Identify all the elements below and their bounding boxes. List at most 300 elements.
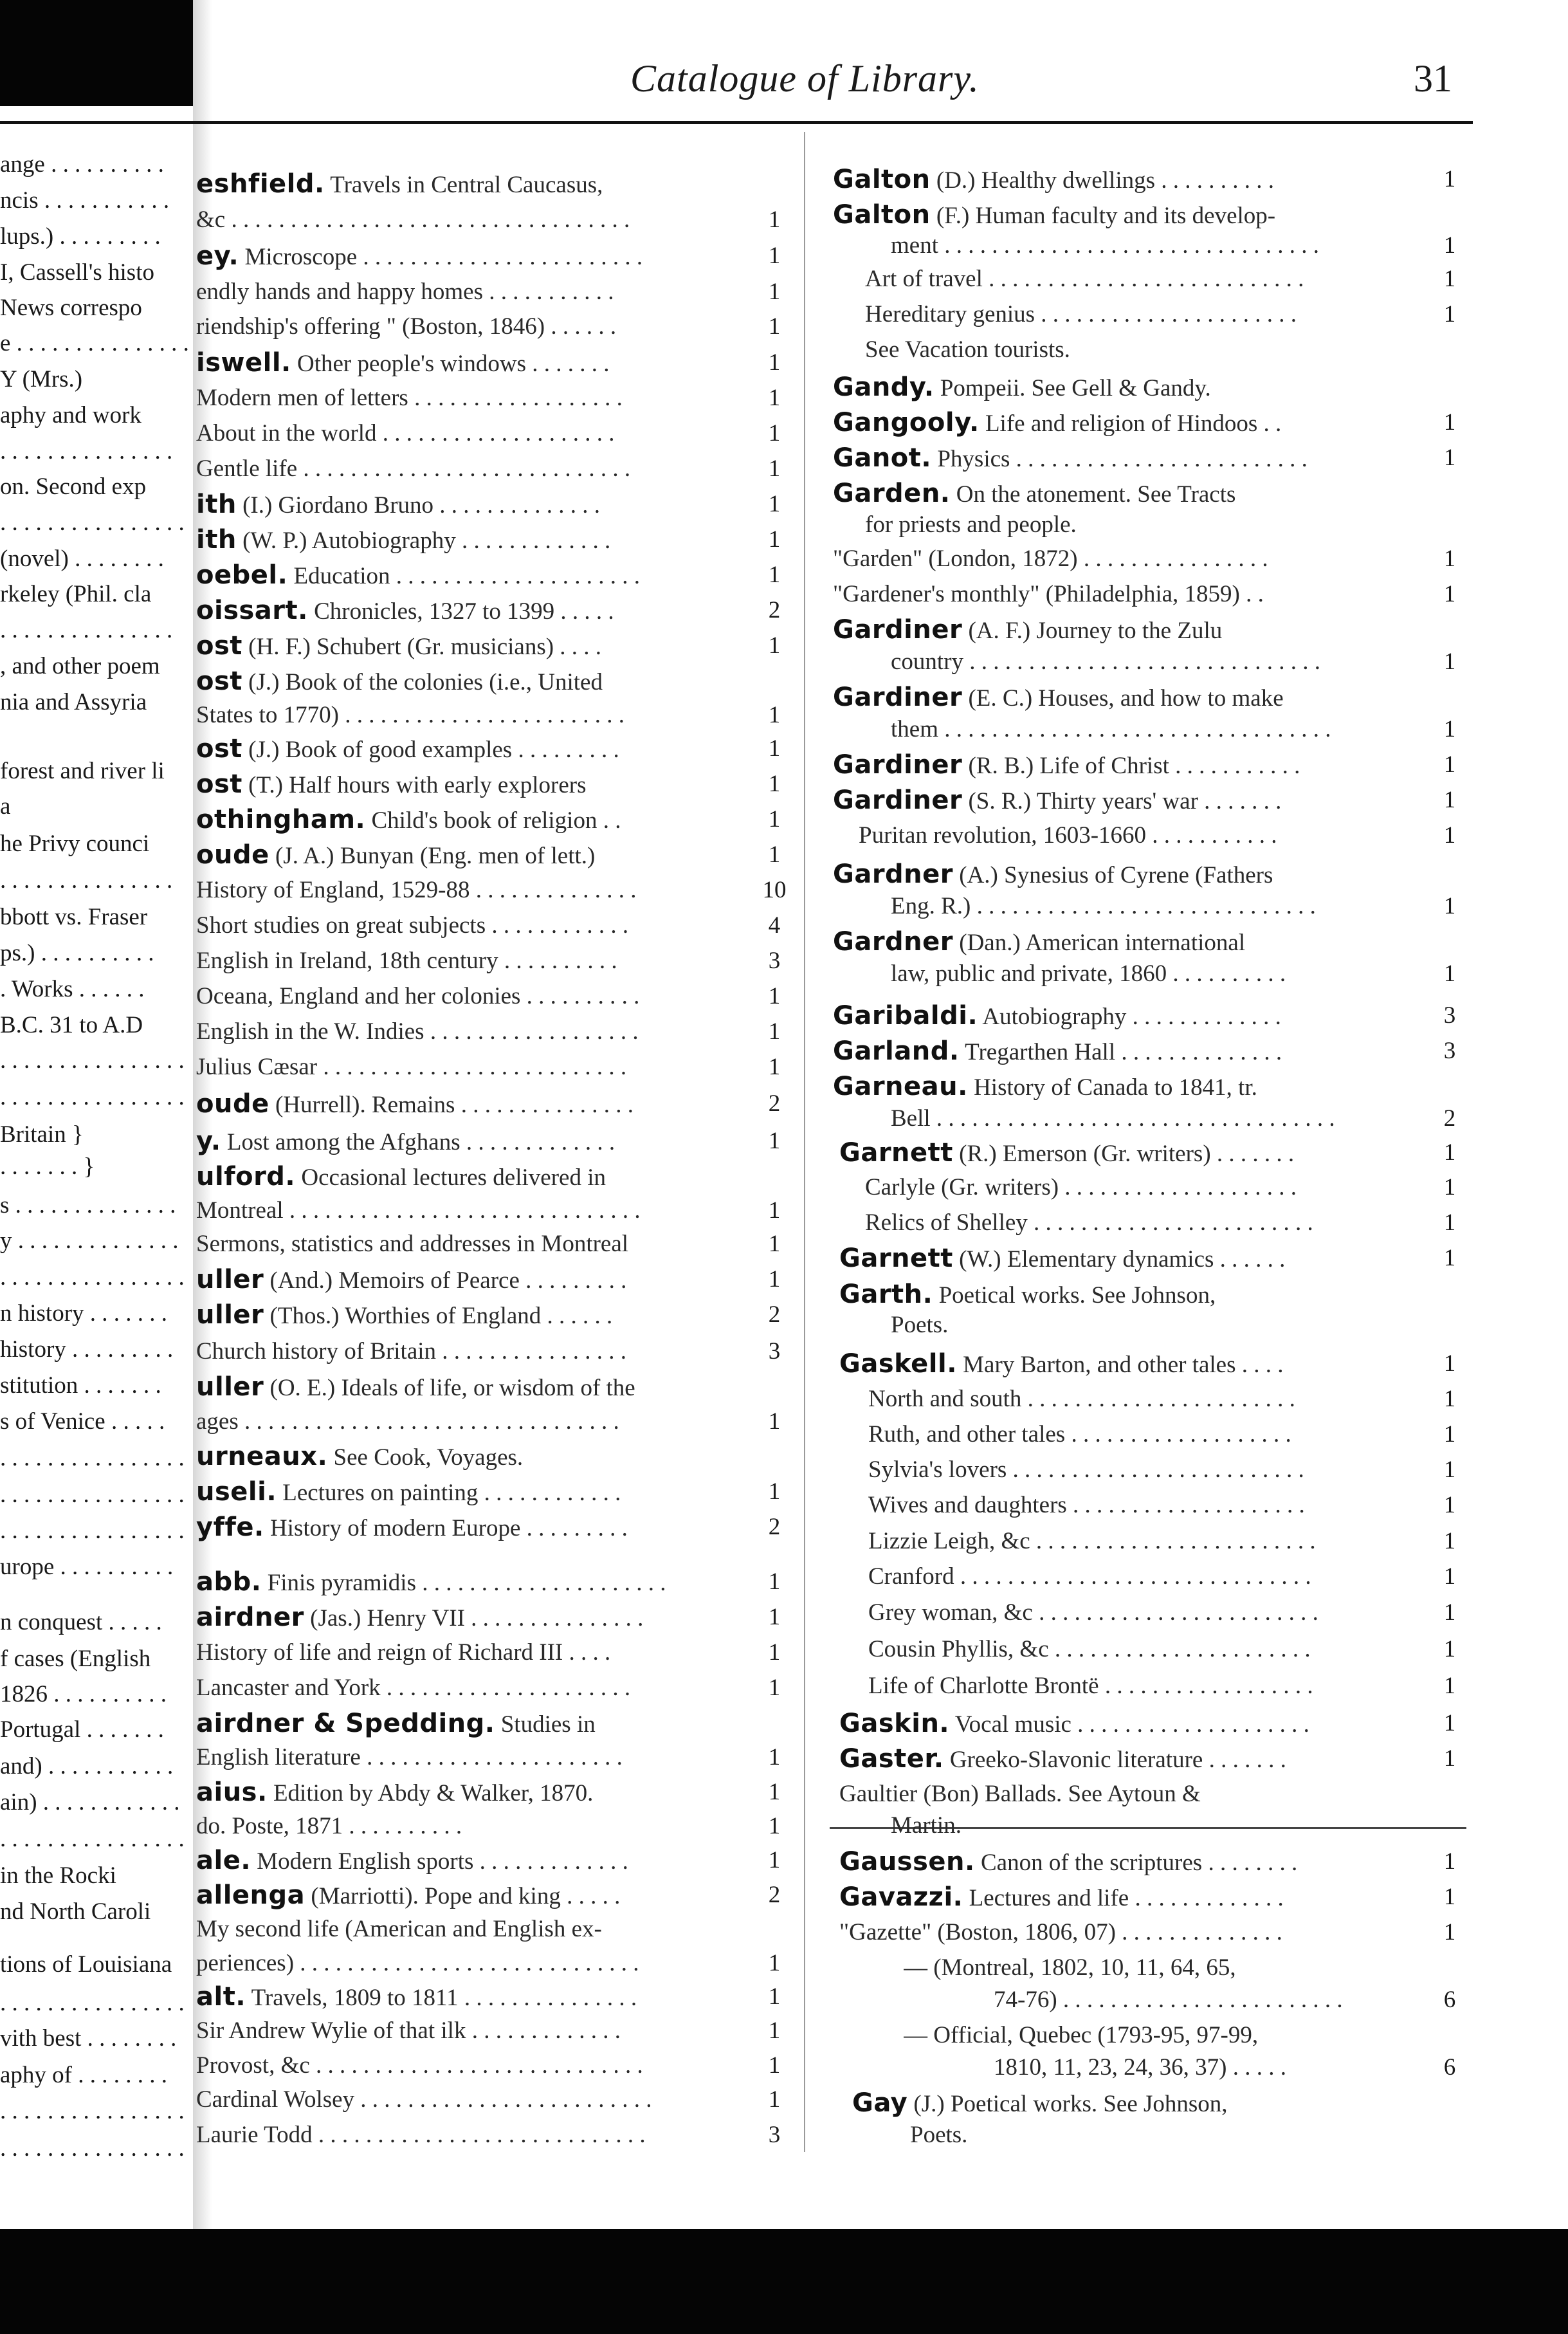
volume-count: 1 <box>768 1128 781 1154</box>
fragment-text: nia and Assyria <box>0 689 147 715</box>
catalog-entry <box>891 1810 1431 1844</box>
volume-count: 1 <box>1443 1848 1456 1875</box>
volume-count: 1 <box>768 1813 781 1839</box>
catalog-entry <box>196 2050 756 2084</box>
entry-description: (Dan.) American international <box>959 930 1246 956</box>
fragment-line <box>0 2133 193 2165</box>
entry-description: (W.) Elementary dynamics . . . . . . <box>959 1246 1286 1273</box>
catalog-entry <box>196 1880 756 1913</box>
entry-text <box>868 1526 1316 1557</box>
entry-description: Martin. <box>891 1812 962 1839</box>
entry-description: Modern men of letters . . . . . . . . . . . . . . . . . . <box>196 385 623 411</box>
volume-count: 1 <box>1443 1745 1456 1772</box>
catalog-entry <box>196 347 756 381</box>
entry-text <box>196 840 595 872</box>
fragment-text: aphy and work <box>0 402 141 428</box>
catalog-entry <box>196 1476 756 1510</box>
catalog-entry <box>196 733 756 767</box>
entry-heading: Gardner <box>833 927 954 957</box>
entry-text <box>196 2084 652 2115</box>
entry-heading: airdner & Spedding. <box>196 1709 495 1738</box>
entry-text <box>910 2120 967 2151</box>
catalog-entry <box>196 840 756 873</box>
fragment-text: . . . . . . . . . . . . . . . . <box>0 1990 185 2016</box>
fragment-line <box>0 221 193 253</box>
entry-heading: urneaux. <box>196 1442 328 1471</box>
catalog-entry <box>868 1419 1431 1453</box>
catalog-entry <box>833 614 1431 648</box>
fragment-text: B.C. 31 to A.D <box>0 1012 143 1038</box>
fragment-text: (novel) . . . . . . . . <box>0 546 164 572</box>
catalog-entry <box>904 2020 1431 2054</box>
entry-description: Wives and daughters . . . . . . . . . . . . . . . . . . . . <box>868 1492 1305 1518</box>
entry-description: Poets. <box>910 2122 968 2148</box>
fragment-line <box>0 544 193 576</box>
entry-heading: aius. <box>196 1778 268 1807</box>
volume-count: 1 <box>1443 232 1456 259</box>
volume-count: 1 <box>1443 751 1456 778</box>
entry-text <box>196 1300 612 1332</box>
entry-text <box>833 682 1284 714</box>
entry-description: (D.) Healthy dwellings . . . . . . . . . . <box>936 167 1274 194</box>
entry-text <box>839 1846 1297 1879</box>
fragment-text: urope . . . . . . . . . . <box>0 1554 174 1580</box>
catalog-entry <box>196 1300 756 1333</box>
entry-heading: othingham. <box>196 805 366 834</box>
catalog-entry <box>196 1567 756 1600</box>
fragment-line <box>0 1443 193 1475</box>
catalog-entry <box>833 407 1431 441</box>
entry-text <box>839 1137 1294 1170</box>
entry-description: English literature . . . . . . . . . . . . . . . . . . . . . . <box>196 1744 623 1770</box>
entry-text <box>196 910 628 941</box>
entry-text <box>196 804 621 836</box>
entry-text <box>839 1882 1284 1914</box>
catalog-entry <box>839 1137 1431 1171</box>
entry-description: Lancaster and York . . . . . . . . . . . . . . . . . . . . . <box>196 1675 631 1701</box>
entry-description: Lizzie Leigh, &c . . . . . . . . . . . . . . . . . . . . . . . . <box>868 1528 1316 1554</box>
volume-count: 1 <box>768 1478 781 1505</box>
catalog-entry <box>196 1981 756 2015</box>
catalog-entry <box>196 1914 756 1947</box>
volume-count: 1 <box>768 349 781 376</box>
entry-text <box>833 614 1222 647</box>
entry-text <box>833 164 1274 196</box>
catalog-entry <box>833 199 1431 233</box>
entry-text <box>868 1561 1311 1592</box>
volume-count: 1 <box>768 455 781 482</box>
header-rule <box>0 121 1473 124</box>
entry-description: Life of Charlotte Brontë . . . . . . . . . . . . . . . . . . <box>868 1673 1313 1699</box>
entry-heading: Garneau. <box>833 1072 968 1101</box>
entry-text <box>868 1384 1295 1415</box>
fragment-line <box>0 1607 193 1639</box>
fragment-line <box>0 938 193 970</box>
entry-text <box>839 1243 1285 1275</box>
entry-text <box>196 1336 626 1367</box>
volume-count: 1 <box>768 1604 781 1630</box>
entry-description: (And.) Memoirs of Pearce . . . . . . . . . <box>269 1267 627 1294</box>
entry-description: Lost among the Afghans . . . . . . . . . . . . . <box>226 1129 615 1155</box>
entry-text <box>839 1708 1309 1740</box>
entry-description: History of Canada to 1841, tr. <box>974 1074 1257 1101</box>
entry-heading: Gaster. <box>839 1744 944 1774</box>
entry-heading: Gaskin. <box>839 1709 950 1738</box>
volume-count: 1 <box>768 1779 781 1805</box>
catalog-entry <box>196 311 756 345</box>
entry-text <box>196 1811 462 1842</box>
volume-count: 1 <box>768 2086 781 2113</box>
volume-count: 1 <box>1443 409 1456 436</box>
entry-description: History of life and reign of Richard III . . . . <box>196 1639 611 1666</box>
entry-description: Travels in Central Caucasus, <box>330 172 603 198</box>
entry-heading: ost <box>196 631 242 661</box>
fragment-line <box>0 1406 193 1438</box>
catalog-entry <box>196 1637 756 1671</box>
entry-text <box>196 981 639 1012</box>
entry-description: Oceana, England and her colonies . . . . . . . . . . <box>196 983 640 1009</box>
entry-text <box>196 1406 619 1437</box>
entry-heading: ulford. <box>196 1162 296 1191</box>
volume-count: 1 <box>768 1197 781 1224</box>
fragment-line <box>0 1644 193 1676</box>
fragment-text: nd North Caroli <box>0 1898 151 1925</box>
entry-text <box>868 1634 1311 1665</box>
entry-text <box>196 383 623 414</box>
fragment-text: a <box>0 793 11 820</box>
entry-description: See Cook, Voyages. <box>333 1444 524 1471</box>
entry-text <box>865 1172 1297 1203</box>
volume-count: 1 <box>1443 1456 1456 1483</box>
fragment-text: aphy of . . . . . . . . <box>0 2062 167 2088</box>
scan-margin-dark <box>0 0 206 106</box>
entry-heading: ale. <box>196 1846 251 1875</box>
catalog-entry <box>839 1348 1431 1382</box>
entry-description: (F.) Human faculty and its develop- <box>936 203 1276 229</box>
entry-description: Lectures and life . . . . . . . . . . . . . <box>969 1885 1284 1911</box>
volume-count: 10 <box>762 877 787 903</box>
fragment-text: . . . . . . . . . . . . . . . <box>0 438 173 464</box>
entry-text <box>196 1512 628 1544</box>
entry-text <box>196 205 630 235</box>
entry-heading: Gaskell. <box>839 1349 957 1379</box>
entry-text <box>196 241 643 273</box>
catalog-entry <box>865 264 1431 297</box>
fragment-text: s of Venice . . . . . <box>0 1408 165 1435</box>
entry-description: Sir Andrew Wylie of that ilk . . . . . . . . . . . . . <box>196 2017 621 2044</box>
volume-count: 1 <box>768 771 781 797</box>
catalog-entry <box>868 1561 1431 1595</box>
fragment-line <box>0 791 193 823</box>
entry-description: Provost, &c . . . . . . . . . . . . . . . . . . . . . . . . . . . . <box>196 2052 643 2079</box>
volume-count: 1 <box>1443 1884 1456 1910</box>
entry-description: Pompeii. See Gell & Gandy. <box>940 375 1211 401</box>
entry-description: (I.) Giordano Bruno . . . . . . . . . . . . . . <box>242 492 601 519</box>
entry-text <box>833 785 1281 817</box>
entry-heading: ost <box>196 769 242 799</box>
volume-count: 1 <box>1443 716 1456 742</box>
catalog-entry <box>196 1229 756 1262</box>
entry-text <box>196 1016 639 1047</box>
entry-text <box>839 1917 1282 1948</box>
entry-description: Relics of Shelley . . . . . . . . . . . . . . . . . . . . . . . . <box>865 1209 1313 1236</box>
catalog-entry <box>196 630 756 664</box>
fragment-line <box>0 1262 193 1294</box>
entry-description: Tregarthen Hall . . . . . . . . . . . . . . <box>965 1039 1282 1065</box>
entry-heading: oissart. <box>196 596 308 625</box>
entry-text <box>833 407 1281 439</box>
entry-text <box>196 418 615 449</box>
fragment-text: . . . . . . . . . . . . . . . . <box>0 2135 185 2162</box>
catalog-entry <box>904 1953 1431 1986</box>
volume-count: 2 <box>1443 1105 1456 1132</box>
fragment-line <box>0 1010 193 1042</box>
entry-text <box>196 1476 621 1509</box>
entry-text <box>868 1455 1304 1485</box>
entry-description: Physics . . . . . . . . . . . . . . . . . . . . . . . . . <box>937 446 1308 472</box>
entry-text <box>196 2016 621 2046</box>
entry-text <box>196 1229 628 1260</box>
entry-text <box>196 1914 602 1945</box>
volume-count: 1 <box>1443 787 1456 813</box>
catalog-entry <box>196 1016 756 1050</box>
entry-text <box>891 891 1316 922</box>
catalog-entry <box>196 1948 756 1981</box>
entry-heading: oude <box>196 1089 269 1119</box>
entry-description: States to 1770) . . . . . . . . . . . . . . . . . . . . . . . . <box>196 702 624 728</box>
catalog-entry <box>196 1845 756 1879</box>
fragment-line <box>0 579 193 611</box>
fragment-line <box>0 1370 193 1402</box>
fragment-text: , and other poem <box>0 653 160 679</box>
entry-text <box>196 733 619 766</box>
catalog-entry <box>839 1882 1431 1915</box>
entry-text <box>196 1264 626 1296</box>
entry-text <box>833 926 1245 959</box>
entry-description: (W. P.) Autobiography . . . . . . . . . . . . . <box>242 528 611 554</box>
entry-text <box>196 2050 643 2081</box>
entry-text <box>196 1777 593 1809</box>
volume-count: 1 <box>1443 546 1456 572</box>
entry-description: North and south . . . . . . . . . . . . . . . . . . . . . . . <box>868 1386 1295 1412</box>
entry-description: Chronicles, 1327 to 1399 . . . . . <box>314 598 614 625</box>
volume-count: 1 <box>768 841 781 868</box>
catalog-entry <box>868 1671 1431 1704</box>
fragment-text: . . . . . . . } <box>0 1153 95 1180</box>
fragment-line <box>0 2023 193 2055</box>
fragment-line <box>0 687 193 719</box>
volume-count: 1 <box>768 1639 781 1666</box>
catalog-entry <box>865 1172 1431 1206</box>
entry-description: (H. F.) Schubert (Gr. musicians) . . . . <box>248 634 602 660</box>
fragment-text: ncis . . . . . . . . . . . <box>0 187 170 214</box>
catalog-entry <box>196 560 756 593</box>
entry-description: riendship's offering " (Boston, 1846) . . . . . . <box>196 313 617 340</box>
fragment-text: on. Second exp <box>0 473 147 500</box>
catalog-entry <box>196 1089 756 1122</box>
catalog-entry <box>839 1708 1431 1741</box>
entry-description: (J.) Book of the colonies (i.e., United <box>248 669 603 695</box>
entry-text <box>904 2020 1258 2051</box>
entry-text <box>859 820 1277 851</box>
fragment-line <box>0 400 193 432</box>
volume-count: 3 <box>768 948 781 974</box>
entry-text <box>852 2088 1228 2120</box>
fragment-line <box>0 1552 193 1584</box>
catalog-entry <box>833 443 1431 476</box>
fragment-text: vith best . . . . . . . . <box>0 2025 177 2052</box>
catalog-entry <box>196 1052 756 1085</box>
catalog-entry <box>839 1279 1431 1312</box>
entry-heading: Gaussen. <box>839 1847 975 1877</box>
volume-count: 1 <box>1443 1139 1456 1166</box>
entry-description: periences) . . . . . . . . . . . . . . . . . . . . . . . . . . . . . <box>196 1950 639 1976</box>
fragment-text: . . . . . . . . . . . . . . . . <box>0 1482 185 1508</box>
volume-count: 1 <box>768 1983 781 2010</box>
fragment-line <box>0 1480 193 1512</box>
entry-heading: Garnett <box>839 1244 953 1273</box>
fragment-line <box>0 615 193 647</box>
entry-description: &c . . . . . . . . . . . . . . . . . . . . . . . . . . . . . . . . . . <box>196 207 630 233</box>
catalog-entry <box>891 1103 1431 1137</box>
entry-text <box>994 2052 1286 2083</box>
entry-heading: eshfield. <box>196 169 325 199</box>
catalog-entry <box>852 2088 1431 2121</box>
catalog-entry <box>865 1208 1431 1241</box>
entry-text <box>196 1567 666 1599</box>
catalog-entry <box>833 682 1431 715</box>
volume-count: 4 <box>768 912 781 939</box>
fragment-text: . . . . . . . . . . . . . . . . <box>0 1084 185 1110</box>
entry-description: (E. C.) Houses, and how to make <box>968 685 1284 712</box>
catalog-entry <box>910 2120 1431 2153</box>
entry-description: English in the W. Indies . . . . . . . . . . . . . . . . . . <box>196 1018 639 1045</box>
fragment-text: and) . . . . . . . . . . . <box>0 1753 174 1779</box>
catalog-entry <box>196 454 756 487</box>
catalog-entry <box>868 1634 1431 1668</box>
catalog-entry <box>833 1071 1431 1105</box>
volume-count: 2 <box>768 1514 781 1540</box>
fragment-line <box>0 1714 193 1747</box>
entry-heading: Garland. <box>833 1036 960 1066</box>
entry-heading: Ganot. <box>833 443 932 473</box>
entry-text <box>891 1103 1335 1134</box>
entry-description: Microscope . . . . . . . . . . . . . . . . . . . . . . . . <box>244 244 643 270</box>
entry-text <box>196 946 617 977</box>
entry-heading: ith <box>196 525 237 555</box>
catalog-entry <box>865 299 1431 333</box>
entry-text <box>833 199 1275 232</box>
catalog-entry <box>196 910 756 944</box>
entry-text <box>891 1810 962 1841</box>
entry-description: Modern English sports . . . . . . . . . . . . . <box>257 1848 628 1875</box>
fragment-line <box>0 651 193 683</box>
entry-description: Julius Cæsar . . . . . . . . . . . . . . . . . . . . . . . . . . <box>196 1054 627 1080</box>
fragment-text: e . . . . . . . . . . . . . . . <box>0 330 189 356</box>
fragment-text: in the Rocki <box>0 1862 116 1889</box>
fragment-line <box>0 756 193 788</box>
volume-count: 1 <box>768 702 781 728</box>
entry-description: for priests and people. <box>865 511 1077 538</box>
catalog-entry <box>833 164 1431 198</box>
catalog-entry <box>196 383 756 416</box>
entry-heading: uller <box>196 1372 264 1402</box>
entry-description: (Hurrell). Remains . . . . . . . . . . . . . . . <box>275 1092 634 1118</box>
entry-heading: Gangooly. <box>833 408 980 437</box>
entry-text <box>865 299 1297 330</box>
volume-count: 3 <box>1443 1002 1456 1029</box>
entry-description: Grey woman, &c . . . . . . . . . . . . . . . . . . . . . . . . <box>868 1599 1318 1626</box>
fragment-line <box>0 974 193 1006</box>
entry-description: Sermons, statistics and addresses in Montreal <box>196 1231 629 1257</box>
entry-text <box>833 1000 1281 1033</box>
catalog-entry <box>196 241 756 274</box>
fragment-line <box>0 149 193 181</box>
catalog-entry <box>196 1602 756 1635</box>
entry-description: Gaultier (Bon) Ballads. See Aytoun & <box>839 1781 1201 1807</box>
catalog-entry <box>196 1406 756 1440</box>
fragment-line <box>0 829 193 861</box>
entry-description: Education . . . . . . . . . . . . . . . . . . . . . <box>293 563 641 589</box>
entry-text <box>196 2120 646 2151</box>
volume-count: 2 <box>768 1090 781 1117</box>
fragment-text: 1826 . . . . . . . . . . <box>0 1681 167 1707</box>
entry-text <box>196 1708 596 1740</box>
fragment-text: . . . . . . . . . . . . . . . <box>0 867 173 894</box>
catalog-entry <box>868 1490 1431 1523</box>
fragment-line <box>0 257 193 289</box>
volume-count: 1 <box>1443 960 1456 987</box>
entry-heading: uller <box>196 1265 264 1294</box>
fragment-line <box>0 902 193 934</box>
fragment-line <box>0 1861 193 1893</box>
fragment-text: I, Cassell's histo <box>0 259 154 286</box>
entry-description: Lectures on painting . . . . . . . . . . . . <box>282 1480 621 1506</box>
volume-count: 1 <box>1443 1599 1456 1626</box>
catalog-entry <box>196 1161 756 1195</box>
catalog-entry <box>196 1126 756 1159</box>
entry-text <box>891 647 1320 677</box>
volume-count: 1 <box>1443 581 1456 607</box>
entry-text <box>196 630 601 663</box>
entry-heading: Gavazzi. <box>839 1882 963 1912</box>
catalog-entry <box>196 1777 756 1810</box>
entry-description: (S. R.) Thirty years' war . . . . . . . <box>968 788 1282 814</box>
catalog-entry <box>891 230 1431 264</box>
entry-description: ages . . . . . . . . . . . . . . . . . . . . . . . . . . . . . . . . <box>196 1408 619 1435</box>
entry-description: — (Montreal, 1802, 10, 11, 64, 65, <box>904 1954 1236 1981</box>
entry-text <box>196 454 630 484</box>
volume-count: 1 <box>1443 893 1456 919</box>
entry-text <box>196 875 636 906</box>
entry-heading: yffe. <box>196 1512 264 1542</box>
catalog-entry <box>839 1846 1431 1880</box>
catalog-entry <box>859 820 1431 854</box>
fragment-line <box>0 1897 193 1929</box>
fragment-text: . . . . . . . . . . . . . . . . <box>0 2098 185 2124</box>
entry-description: (A. F.) Journey to the Zulu <box>968 618 1223 644</box>
entry-description: Cranford . . . . . . . . . . . . . . . . . . . . . . . . . . . . . . <box>868 1563 1311 1590</box>
entry-text <box>196 277 614 308</box>
entry-text <box>196 1948 639 1979</box>
entry-heading: Gardiner <box>833 786 963 815</box>
fragment-line <box>0 1334 193 1366</box>
fragment-text: . . . . . . . . . . . . . . . <box>0 617 173 643</box>
entry-text <box>196 700 624 731</box>
entry-description: See Vacation tourists. <box>865 336 1070 363</box>
fragment-line <box>0 328 193 360</box>
entry-text <box>196 1742 623 1773</box>
